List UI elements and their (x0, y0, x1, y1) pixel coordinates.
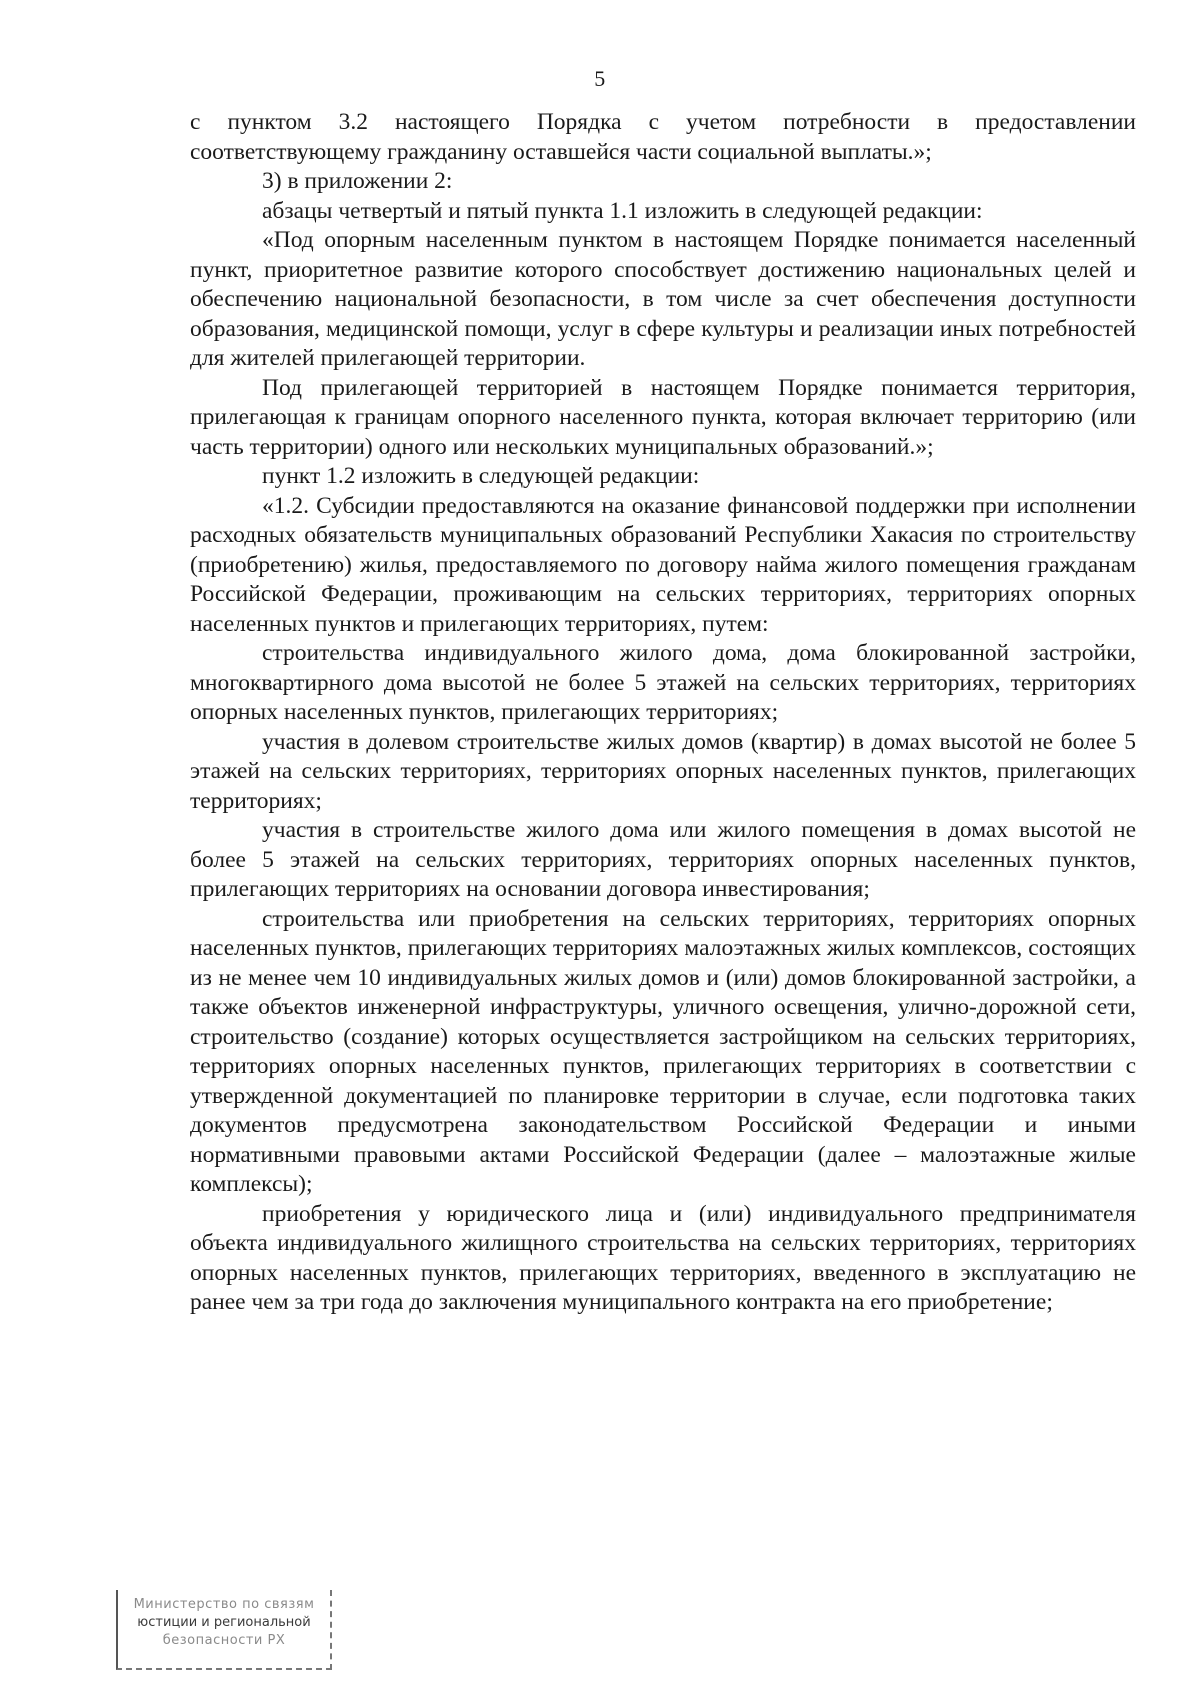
paragraph: абзацы четвертый и пятый пункта 1.1 изложить в следующей редакции: (262, 197, 983, 224)
paragraph: приобретения у юридического лица и (или) индивидуального предпринимателя объекта индивидуального жилищного строительства на сельских территориях, территориях опорных населенных пунктов, прилегающих территориях, введенного в эксплуатацию не ранее чем за три года до заключения муниципального контракта на его приобретение; (190, 1200, 1136, 1315)
stamp-line-2: юстиции и региональной (137, 1615, 311, 1630)
document-body (190, 108, 1136, 1318)
paragraph: строительства индивидуального жилого дома, дома блокированной застройки, многоквартирного дома высотой не более 5 этажей на сельских территориях, территориях опорных населенных пунктов, прилегающих территориях; (190, 640, 1136, 725)
paragraph: участия в строительстве жилого дома или жилого помещения в домах высотой не более 5 этажей на сельских территориях, территориях опорных населенных пунктов, прилегающих территориях на основании договора инвестирования; (190, 817, 1136, 902)
paragraph: пункт 1.2 изложить в следующей редакции: (262, 463, 700, 489)
page-number: 5 (594, 66, 606, 91)
paragraph: Под прилегающей территорией в настоящем Порядке понимается территория, прилегающая к границам опорного населенного пункта, которая включает территорию (или часть территории) одного или нескольких муниципальных образований.»; (190, 374, 1136, 460)
paragraph: с пунктом 3.2 настоящего Порядка с учетом потребности в предоставлении соответствующему гражданину оставшейся части социальной выплаты.»; (190, 109, 1136, 165)
stamp-line-1: Министерство по связям (133, 1597, 315, 1612)
paragraph: участия в долевом строительстве жилых домов (квартир) в домах высотой не более 5 этажей на сельских территориях, территориях опорных населенных пунктов, прилегающих территориях; (190, 728, 1136, 814)
paragraph: «1.2. Субсидии предоставляются на оказание финансовой поддержки при исполнении расходных обязательств муниципальных образований Республики Хакасия по строительству (приобретению) жилья, предоставляемого по договору найма жилого помещения гражданам Российской Федерации, проживающим на сельских территориях, территориях опорных населенных пунктов и прилегающих территориях, путем: (190, 492, 1136, 637)
paragraph: 3) в приложении 2: (262, 168, 453, 194)
paragraph: строительства или приобретения на сельских территориях, территориях опорных населенных пунктов, прилегающих территориях малоэтажных жилых комплексов, состоящих из не менее чем 10 индивидуальных жилых домов и (или) домов блокированной застройки, а также объектов инженерной инфраструктуры, уличного освещения, улично-дорожной сети, строительство (создание) которых осуществляется застройщиком на сельских территориях, территориях опорных населенных пунктов, прилегающих территориях в соответствии с утвержденной документацией по планировке территории в случае, если подготовка таких документов предусмотрена законодательством Российской Федерации и иными нормативными правовыми актами Российской Федерации (далее – малоэтажные жилые комплексы); (190, 905, 1136, 1197)
paragraph: «Под опорным населенным пунктом в настоящем Порядке понимается населенный пункт, приоритетное развитие которого способствует достижению национальных целей и обеспечению национальной безопасности, в том числе за счет обеспечения доступности образования, медицинской помощи, услуг в сфере культуры и реализации иных потребностей для жителей прилегающей территории. (190, 227, 1136, 371)
registration-stamp (116, 1590, 332, 1670)
stamp-line-3: безопасности РХ (162, 1633, 286, 1648)
